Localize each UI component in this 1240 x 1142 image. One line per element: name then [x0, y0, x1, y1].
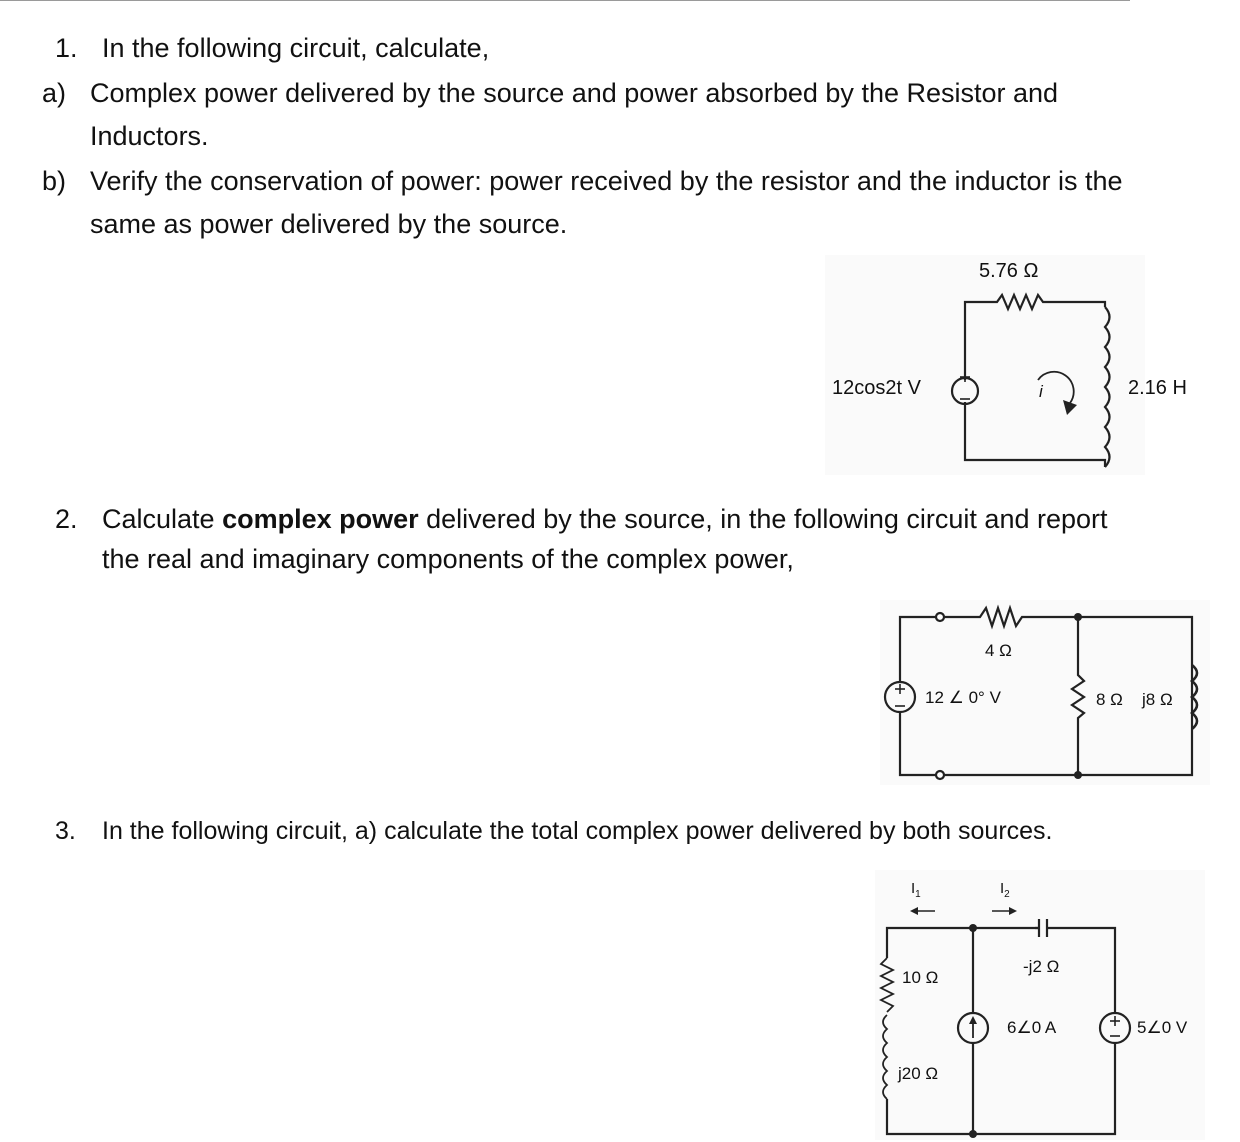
q2-line1-bold: complex power	[222, 504, 419, 534]
i1-arrow-icon	[910, 907, 918, 915]
q2-number: 2.	[55, 504, 78, 534]
c2-source-label: 12 ∠ 0° V	[925, 688, 1001, 707]
resistor-5.76-symbol	[965, 295, 1105, 380]
circuit-1-diagram	[825, 255, 1225, 475]
i1-sub: 1	[915, 889, 921, 900]
c3-i2-label	[1000, 880, 1010, 900]
c2-load-l-label: j8 Ω	[1142, 690, 1173, 709]
c3-bottom-wire	[887, 1043, 1115, 1134]
node-dot-icon	[1074, 613, 1082, 621]
q3-text: In the following circuit, a) calculate the total complex power delivered by both sources.	[102, 817, 1053, 845]
circuit-3-diagram	[875, 870, 1215, 1142]
q2-line2: the real and imaginary components of the complex power,	[102, 544, 794, 574]
resistor-8-symbol	[1072, 617, 1084, 775]
up-arrow-icon	[969, 1016, 977, 1024]
c1-current-label: i	[1039, 382, 1043, 401]
q2-line1-pre: Calculate	[102, 504, 223, 534]
q1-a-line1: Complex power delivered by the source and power absorbed by the Resistor and	[90, 78, 1059, 108]
c2-load-r-label: 8 Ω	[1096, 690, 1123, 709]
node-dot-icon	[969, 1130, 977, 1138]
node-dot-icon	[969, 924, 977, 932]
q1-b-marker: b)	[42, 166, 67, 196]
c1-inductor-label: 2.16 H	[1128, 377, 1187, 399]
i2-sub: 2	[1004, 889, 1010, 900]
mesh-current-arrow	[1038, 372, 1074, 403]
q1-a-marker: a)	[42, 78, 67, 108]
inductor-coil-icon	[1105, 307, 1110, 467]
c2-left-top-wire	[900, 617, 936, 682]
q1-number: 1.	[55, 33, 78, 63]
q2-line1-post: delivered by the source, in the following circuit and report	[418, 504, 1108, 534]
i1-letter: I	[911, 880, 916, 897]
bottom-wire	[965, 402, 1105, 467]
q1-b-line2: same as power delivered by the source.	[90, 209, 568, 239]
terminal-icon	[936, 771, 944, 779]
c3-c-label: -j2 Ω	[1023, 957, 1060, 976]
c3-i1-label	[911, 880, 921, 900]
c2-resistor-label: 4 Ω	[985, 641, 1012, 660]
q1-b-line1: Verify the conservation of power: power received by the resistor and the inductor is the	[90, 166, 1123, 196]
q3-number: 3.	[55, 817, 76, 845]
q1-a-line2: Inductors.	[90, 121, 209, 151]
c3-r-label: 10 Ω	[902, 968, 939, 987]
c3-vsrc-label: 5∠0 V	[1137, 1018, 1188, 1037]
resistor-10-symbol	[881, 958, 893, 1012]
q1-title: In the following circuit, calculate,	[102, 33, 490, 63]
terminal-icon	[936, 613, 944, 621]
c3-isrc-label: 6∠0 A	[1007, 1018, 1057, 1037]
i2-arrow-icon	[1009, 907, 1017, 915]
c1-source-label: 12cos2t V	[832, 377, 921, 399]
c1-resistor-label: 5.76 Ω	[979, 260, 1039, 282]
q2-line1	[102, 502, 1108, 536]
inductor-j20-coil-icon	[883, 1015, 887, 1099]
c3-top-wire	[887, 928, 1039, 958]
c3-l-label: j20 Ω	[898, 1064, 939, 1083]
i2-letter: I	[1000, 880, 1005, 897]
top-divider	[0, 0, 1130, 1]
node-dot-icon	[1074, 771, 1082, 779]
